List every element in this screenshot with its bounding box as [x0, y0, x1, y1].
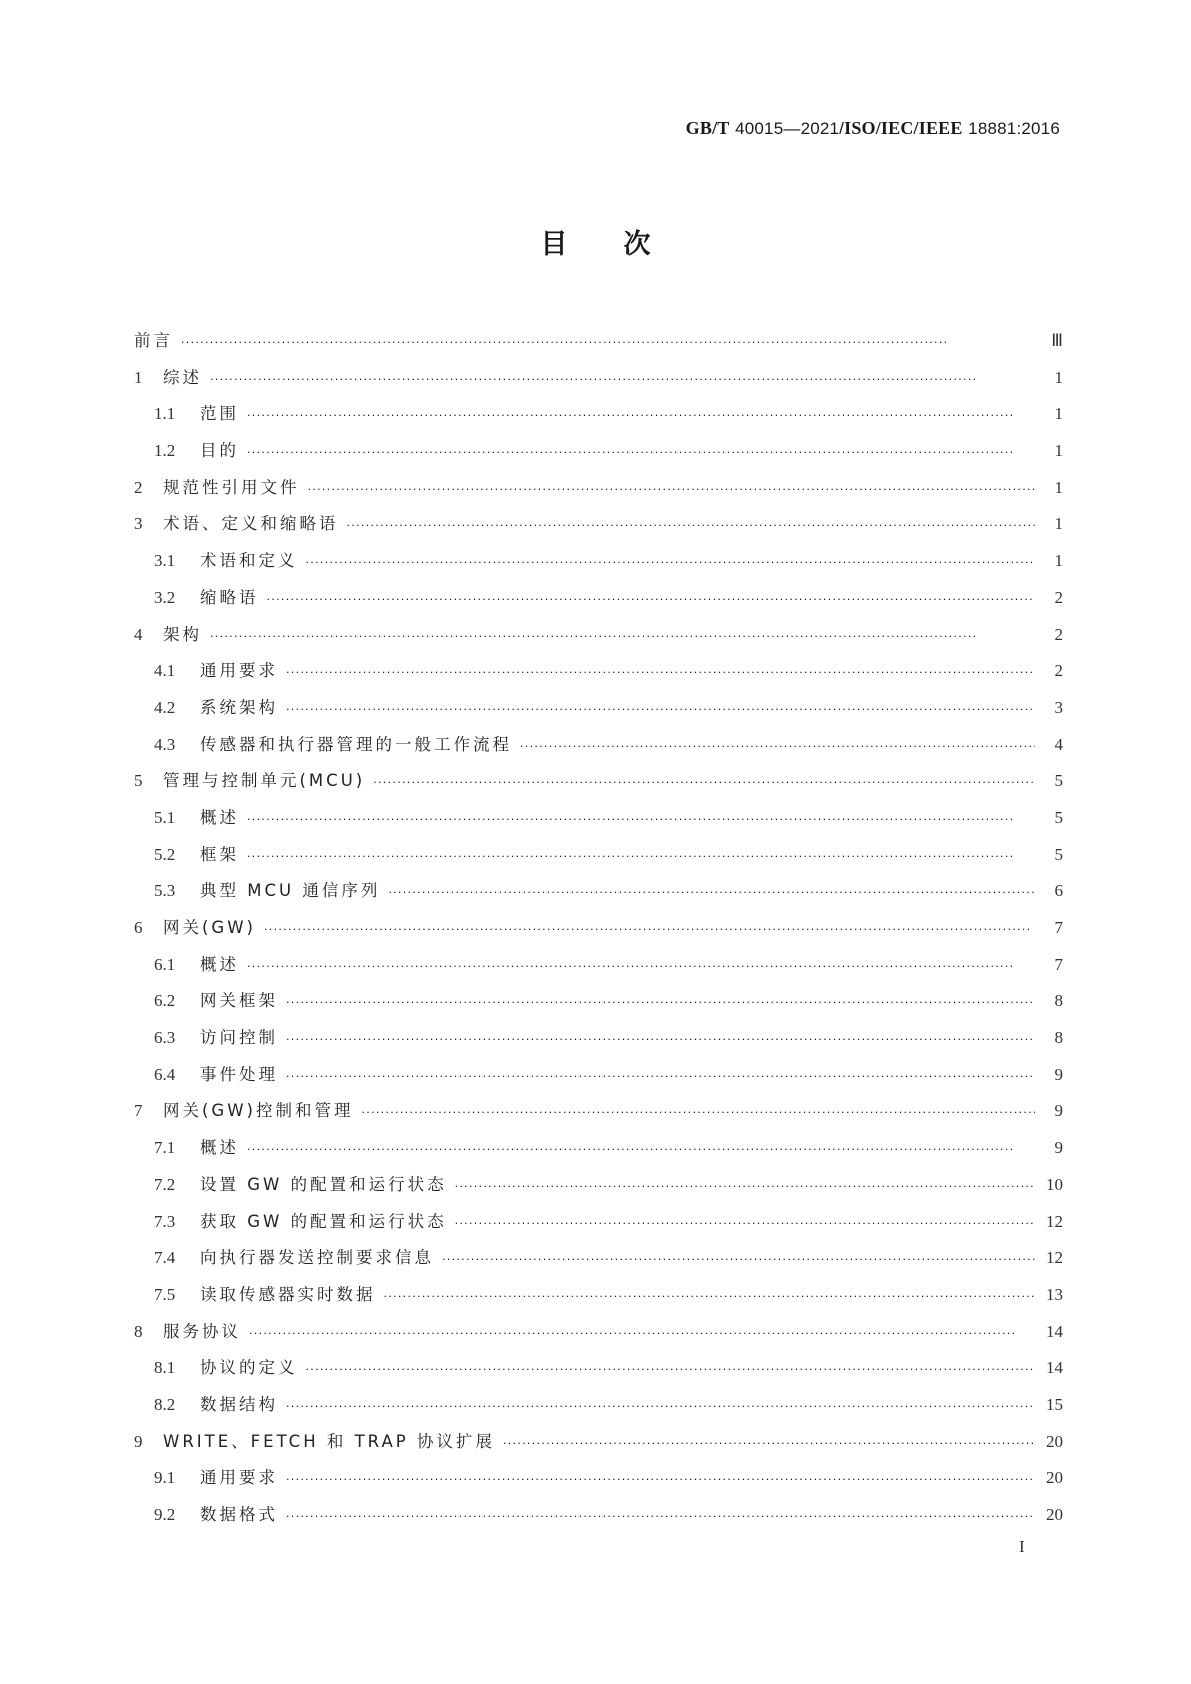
toc-entry-number: 7.1: [154, 1138, 176, 1158]
toc-entry-number: 5.1: [154, 807, 176, 827]
toc-entry-number: 7.5: [154, 1284, 176, 1304]
toc-entry-label: 协议的定义: [200, 1358, 298, 1378]
toc-entry[interactable]: [134, 983, 1063, 1020]
toc-entry[interactable]: [134, 690, 1063, 727]
toc-entry-label: 框架: [200, 844, 239, 864]
toc-entry-page: 8: [1054, 1028, 1063, 1048]
toc-entry[interactable]: [134, 506, 1063, 543]
toc-entry[interactable]: [134, 1130, 1063, 1167]
toc-entry-page: 5: [1054, 844, 1063, 864]
toc-entry-number: 2: [134, 477, 143, 497]
toc-entry-label: 概述: [200, 954, 239, 974]
toc-entry-number: 5: [134, 771, 143, 791]
toc-entry-number: 3.1: [154, 551, 176, 571]
dot-leader: [286, 692, 1035, 729]
toc-entry-number: 4.2: [154, 697, 176, 717]
toc-entry[interactable]: [134, 396, 1063, 433]
toc-entry-label: 数据结构: [200, 1394, 278, 1414]
toc-entry-label: 系统架构: [200, 697, 278, 717]
iso-number: 18881:2016: [968, 119, 1060, 138]
toc-entry-page: 12: [1046, 1211, 1063, 1231]
toc-entry-label: 事件处理: [200, 1064, 278, 1084]
dot-leader: [267, 582, 1036, 619]
toc-entry-label: 概述: [200, 807, 239, 827]
toc-entry-number: 6: [134, 918, 143, 937]
toc-entry-page: 1: [1054, 367, 1063, 387]
toc-entry-number: 6.3: [154, 1028, 176, 1048]
dot-leader: [286, 1462, 1035, 1499]
toc-entry[interactable]: [134, 1387, 1063, 1424]
toc-entry-label: 综述: [163, 367, 202, 387]
dot-leader: [247, 1132, 1035, 1169]
dot-leader: [347, 508, 1036, 545]
dot-leader: [361, 1095, 1035, 1132]
toc-entry-label: 范围: [200, 404, 239, 424]
toc-entry-number: 7.3: [154, 1211, 176, 1231]
toc-entry-page: 10: [1046, 1174, 1063, 1194]
standard-number: 40015—2021/: [735, 119, 845, 138]
toc-entry-page: 14: [1046, 1321, 1063, 1341]
toc-entry-page: 20: [1046, 1505, 1063, 1524]
toc-entry-page: 7: [1054, 954, 1063, 974]
toc-entry-page: 1: [1054, 551, 1063, 571]
toc-entry[interactable]: [134, 470, 1063, 507]
toc-entry-label: 网关框架: [200, 991, 278, 1011]
dot-leader: [286, 1389, 1035, 1426]
toc-entry-page: 1: [1054, 477, 1063, 497]
dot-leader: [308, 472, 1036, 509]
toc-entry[interactable]: [134, 1093, 1063, 1130]
toc-entry-label: 读取传感器实时数据: [200, 1284, 376, 1304]
toc-entry[interactable]: [134, 1167, 1063, 1204]
toc-entry-page: 14: [1046, 1358, 1063, 1378]
dot-leader: [247, 839, 1035, 876]
toc-entry-label: 管理与控制单元(MCU): [163, 771, 366, 791]
dot-leader: [249, 1316, 1035, 1353]
toc-entry-page: 1: [1054, 404, 1063, 424]
toc-entry-page: 20: [1046, 1431, 1063, 1451]
toc-entry-label: 网关(GW)控制和管理: [163, 1101, 354, 1121]
toc-entry-label: 服务协议: [163, 1321, 241, 1341]
toc-entry-page: 5: [1054, 771, 1063, 791]
toc-entry-page: 7: [1054, 918, 1063, 937]
toc-entry[interactable]: [134, 360, 1063, 397]
dot-leader: [286, 1059, 1035, 1096]
toc-entry[interactable]: [134, 727, 1063, 764]
toc-entry-page: 2: [1054, 587, 1063, 607]
dot-leader: [286, 1499, 1035, 1536]
toc-entry-label: 向执行器发送控制要求信息: [200, 1248, 434, 1268]
dot-leader: [247, 949, 1035, 986]
toc-entry-label: 获取 GW 的配置和运行状态: [200, 1211, 447, 1231]
toc-entry[interactable]: [134, 763, 1063, 800]
toc-entry[interactable]: [134, 1057, 1063, 1094]
dot-leader: [210, 619, 1035, 656]
toc-entry[interactable]: [134, 323, 1063, 360]
toc-entry-page: 3: [1054, 697, 1063, 717]
toc-entry-number: 5.3: [154, 881, 176, 901]
dot-leader: [286, 985, 1035, 1022]
toc-entry[interactable]: [134, 1240, 1063, 1277]
dot-leader: [503, 1426, 1035, 1463]
toc-entry-number: 8: [134, 1321, 143, 1341]
dot-leader: [388, 875, 1035, 912]
toc-entry-number: 8.1: [154, 1358, 176, 1378]
toc-entry-label: 通用要求: [200, 1468, 278, 1488]
dot-leader: [286, 655, 1035, 692]
toc-entry-page: 1: [1054, 441, 1063, 461]
toc-entry[interactable]: [134, 543, 1063, 580]
toc-entry[interactable]: [134, 1460, 1063, 1497]
page-title: 目次: [540, 229, 707, 260]
dot-leader: [286, 1022, 1035, 1059]
toc-entry-number: 6.4: [154, 1064, 176, 1084]
toc-entry-page: Ⅲ: [1051, 331, 1063, 350]
toc-entry-number: 1: [134, 367, 143, 387]
toc-entry-page: 9: [1054, 1138, 1063, 1158]
toc-entry-label: 术语、定义和缩略语: [163, 514, 339, 534]
dot-leader: [306, 545, 1036, 582]
dot-leader: [264, 912, 1035, 949]
toc-entry-page: 4: [1054, 734, 1063, 754]
standard-code: GB/T: [685, 118, 730, 138]
toc-entry-number: 1.2: [154, 441, 176, 461]
toc-entry-label: 缩略语: [200, 587, 259, 607]
toc-entry-page: 9: [1054, 1064, 1063, 1084]
toc-entry[interactable]: [134, 1424, 1063, 1461]
toc-entry-label: 典型 MCU 通信序列: [200, 881, 381, 901]
toc-entry-page: 9: [1054, 1101, 1063, 1121]
toc-entry-label: 传感器和执行器管理的一般工作流程: [200, 734, 512, 754]
toc-entry-number: 6.1: [154, 954, 176, 974]
dot-leader: [455, 1206, 1035, 1243]
toc-entry[interactable]: [134, 910, 1063, 947]
page-number: I: [1019, 1537, 1025, 1556]
toc-entry-page: 8: [1054, 991, 1063, 1011]
toc-entry-label: 数据格式: [200, 1505, 278, 1524]
toc-entry[interactable]: [134, 580, 1063, 617]
toc-entry-label: 规范性引用文件: [163, 477, 300, 497]
document-header: [686, 118, 1060, 139]
dot-leader: [520, 729, 1035, 766]
toc-entry[interactable]: [134, 1020, 1063, 1057]
toc-entry-page: 13: [1046, 1284, 1063, 1304]
dot-leader: [247, 802, 1035, 839]
toc-entry[interactable]: [134, 653, 1063, 690]
toc-entry-label: 概述: [200, 1138, 239, 1158]
toc-entry-number: 3: [134, 514, 143, 534]
toc-entry-label: 通用要求: [200, 661, 278, 681]
table-of-contents: [134, 323, 1063, 1534]
toc-entry-number: 6.2: [154, 991, 176, 1011]
toc-entry-label: 设置 GW 的配置和运行状态: [200, 1174, 447, 1194]
toc-entry-number: 4.1: [154, 661, 176, 681]
toc-entry-page: 1: [1054, 514, 1063, 534]
toc-entry[interactable]: [134, 873, 1063, 910]
toc-entry[interactable]: [134, 947, 1063, 984]
dot-leader: [442, 1242, 1035, 1279]
toc-entry-number: 5.2: [154, 844, 176, 864]
toc-entry-number: 9: [134, 1431, 143, 1451]
iso-code: ISO/IEC/IEEE: [844, 118, 963, 138]
dot-leader: [373, 765, 1035, 802]
toc-entry-number: 3.2: [154, 587, 176, 607]
toc-entry[interactable]: [134, 800, 1063, 837]
toc-entry-label: 架构: [163, 624, 202, 644]
toc-entry-number: 8.2: [154, 1394, 176, 1414]
toc-entry[interactable]: [134, 837, 1063, 874]
toc-entry-number: 4.3: [154, 734, 176, 754]
toc-entry[interactable]: [134, 1204, 1063, 1241]
toc-entry[interactable]: [134, 617, 1063, 654]
toc-entry[interactable]: [134, 1497, 1063, 1534]
dot-leader: [247, 398, 1035, 435]
toc-entry-label: 术语和定义: [200, 551, 298, 571]
dot-leader: [306, 1352, 1036, 1389]
toc-entry-number: 7.4: [154, 1248, 176, 1268]
dot-leader: [181, 325, 1035, 362]
dot-leader: [210, 362, 1035, 399]
toc-entry-number: 9.1: [154, 1468, 176, 1488]
toc-entry-label: 前言: [134, 331, 173, 350]
toc-entry-label: 网关(GW): [163, 918, 256, 937]
dot-leader: [247, 435, 1035, 472]
toc-entry-page: 20: [1046, 1468, 1063, 1488]
toc-entry[interactable]: [134, 1350, 1063, 1387]
toc-entry-page: 5: [1054, 807, 1063, 827]
toc-entry[interactable]: [134, 1314, 1063, 1351]
dot-leader: [384, 1279, 1036, 1316]
toc-entry-page: 15: [1046, 1394, 1063, 1414]
toc-entry[interactable]: [134, 1277, 1063, 1314]
dot-leader: [455, 1169, 1035, 1206]
toc-entry-page: 12: [1046, 1248, 1063, 1268]
toc-entry-page: 6: [1054, 881, 1063, 901]
toc-entry-page: 2: [1054, 661, 1063, 681]
toc-entry-label: 访问控制: [200, 1028, 278, 1048]
toc-entry-number: 7: [134, 1101, 143, 1121]
toc-entry-label: 目的: [200, 441, 239, 461]
toc-entry-label: WRITE、FETCH 和 TRAP 协议扩展: [163, 1431, 495, 1451]
toc-entry-number: 9.2: [154, 1505, 176, 1524]
toc-entry-number: 1.1: [154, 404, 176, 424]
toc-entry-number: 7.2: [154, 1174, 176, 1194]
toc-entry-page: 2: [1054, 624, 1063, 644]
toc-entry-number: 4: [134, 624, 143, 644]
toc-entry[interactable]: [134, 433, 1063, 470]
